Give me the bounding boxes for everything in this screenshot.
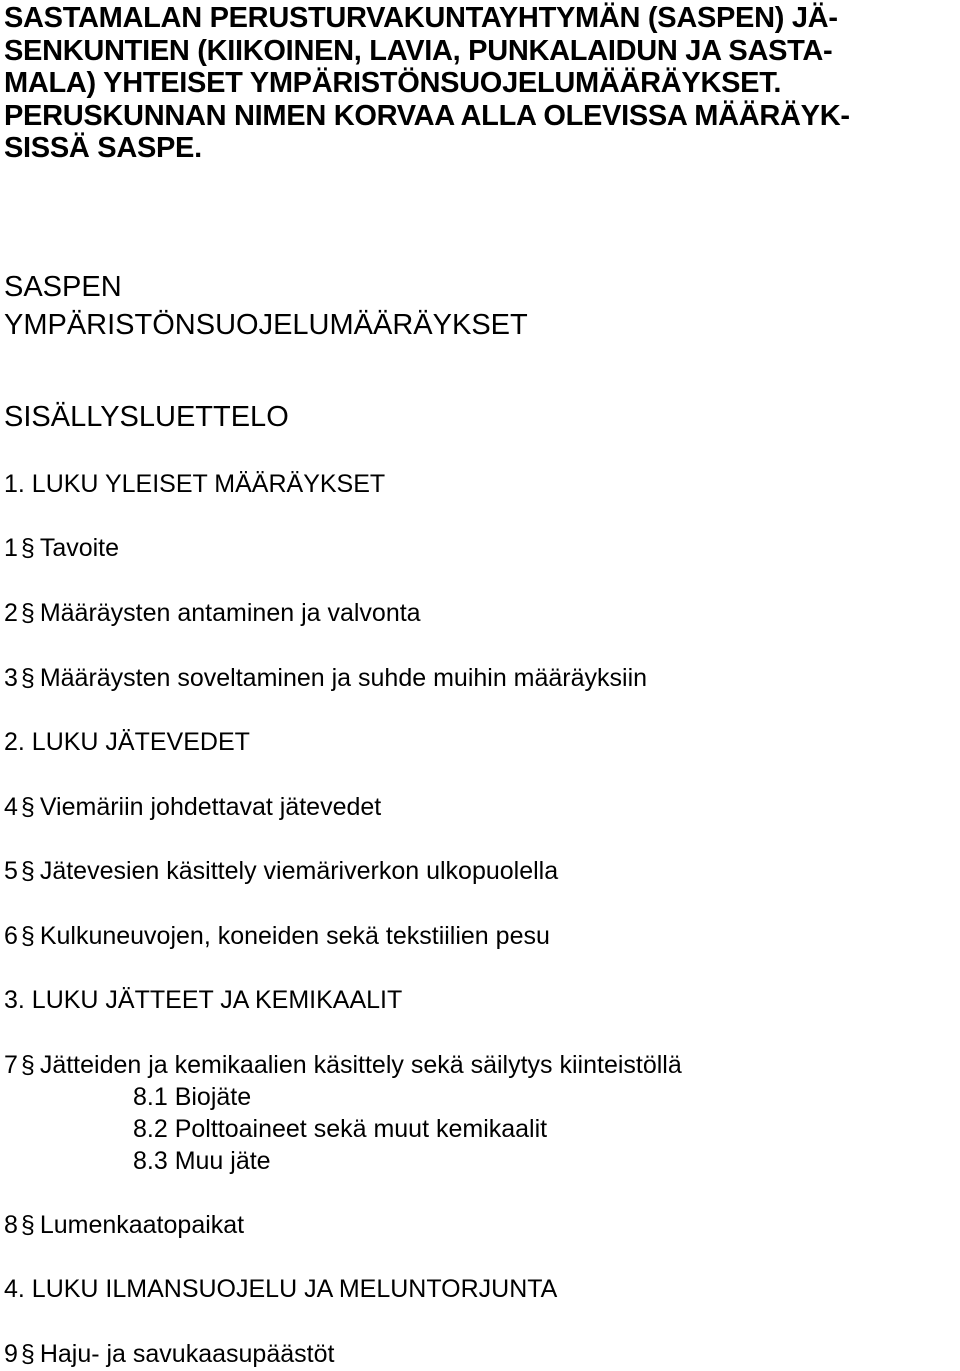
section-sign: § — [20, 1051, 35, 1079]
heading-line-1: SASPEN — [4, 271, 122, 303]
toc-item — [4, 920, 550, 952]
item-text: Tavoite — [39, 534, 120, 562]
toc-title: SISÄLLYSLUETTELO — [4, 401, 289, 433]
item-text: Määräysten soveltaminen ja suhde muihin määräyksiin — [39, 664, 648, 692]
title-line: MALA) YHTEISET YMPÄRISTÖNSUOJELUMÄÄRÄYKSET. — [4, 67, 782, 99]
item-text: Lumenkaatopaikat — [39, 1211, 245, 1239]
toc-subitem: 8.3 Muu jäte — [133, 1147, 271, 1175]
toc-item — [4, 1209, 244, 1241]
title-line: SENKUNTIEN (KIIKOINEN, LAVIA, PUNKALAIDUN JA SASTA- — [4, 34, 833, 67]
item-number: 4 — [4, 793, 18, 821]
section-sign: § — [20, 664, 35, 692]
toc-item — [4, 662, 647, 694]
toc-item — [4, 597, 421, 629]
chapter-title: 4. LUKU ILMANSUOJELU JA MELUNTORJUNTA — [4, 1275, 558, 1303]
item-number: 6 — [4, 922, 18, 950]
item-text: Kulkuneuvojen, koneiden sekä tekstiilien pesu — [39, 922, 550, 950]
item-number: 9 — [4, 1340, 18, 1368]
title-line: SASTAMALAN PERUSTURVAKUNTAYHTYMÄN (SASPEN) JÄ- — [4, 2, 838, 34]
heading-line-2: YMPÄRISTÖNSUOJELUMÄÄRÄYKSET — [4, 309, 528, 341]
item-text: Jätteiden ja kemikaalien käsittely sekä säilytys kiinteistöllä — [39, 1051, 682, 1079]
toc-item — [4, 791, 381, 823]
section-sign: § — [20, 1340, 35, 1368]
title-line: SISSÄ SASPE. — [4, 132, 202, 164]
item-number: 5 — [4, 857, 18, 885]
item-number: 2 — [4, 599, 18, 627]
section-sign: § — [20, 793, 35, 821]
item-text: Määräysten antaminen ja valvonta — [39, 599, 421, 627]
title-line: PERUSKUNNAN NIMEN KORVAA ALLA OLEVISSA MÄÄRÄYK- — [4, 99, 850, 132]
toc-subitem: 8.2 Polttoaineet sekä muut kemikaalit — [133, 1115, 548, 1143]
item-text: Jätevesien käsittely viemäriverkon ulkopuolella — [39, 857, 559, 885]
toc-item — [4, 532, 119, 564]
item-text: Viemäriin johdettavat jätevedet — [39, 793, 382, 821]
item-number: 3 — [4, 664, 18, 692]
toc-subitem: 8.1 Biojäte — [133, 1083, 252, 1111]
section-sign: § — [20, 922, 35, 950]
item-number: 8 — [4, 1211, 18, 1239]
item-text: Haju- ja savukaasupäästöt — [39, 1340, 335, 1368]
toc-item — [4, 1338, 334, 1370]
section-sign: § — [20, 1211, 35, 1239]
section-sign: § — [20, 599, 35, 627]
toc-item — [4, 1049, 682, 1081]
chapter-title: 2. LUKU JÄTEVEDET — [4, 728, 250, 756]
section-sign: § — [20, 857, 35, 885]
toc-item — [4, 855, 558, 887]
document-title — [4, 2, 954, 165]
section-sign: § — [20, 534, 35, 562]
item-number: 1 — [4, 534, 18, 562]
chapter-title: 1. LUKU YLEISET MÄÄRÄYKSET — [4, 470, 386, 498]
item-number: 7 — [4, 1051, 18, 1079]
chapter-title: 3. LUKU JÄTTEET JA KEMIKAALIT — [4, 986, 403, 1014]
